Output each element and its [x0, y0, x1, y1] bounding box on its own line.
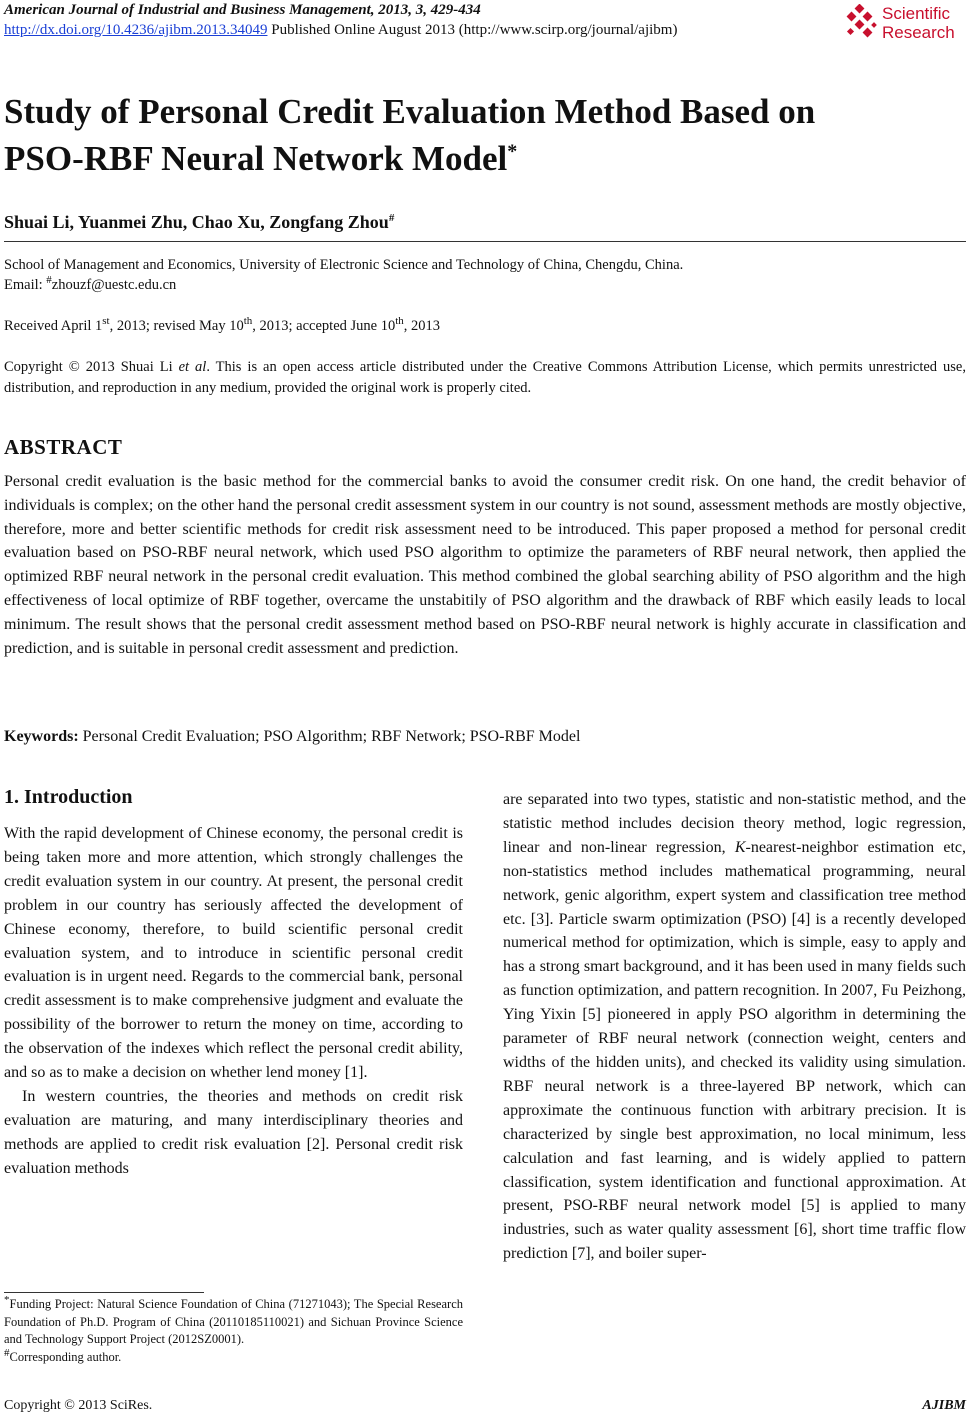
footnote-corresponding-text: Corresponding author.: [9, 1349, 122, 1364]
logo-text-line2: Research: [882, 23, 955, 42]
title-footnote-mark: *: [507, 140, 518, 163]
abstract-heading: ABSTRACT: [4, 435, 123, 459]
paper-title: [4, 88, 944, 182]
revised-date: , 2013; revised May 10: [109, 318, 244, 334]
keywords-label: Keywords:: [4, 728, 79, 745]
logo-mark-icon: [842, 4, 878, 40]
license-notice: [4, 357, 966, 399]
email-line: [4, 275, 176, 295]
license-etal: et al: [178, 359, 207, 375]
affiliation: School of Management and Economics, University of Electronic Science and Technology of China, Chengdu, China.: [4, 257, 684, 273]
footnote-funding: [4, 1293, 463, 1349]
footnote-funding-text: Funding Project: Natural Science Foundation of China (71271043); The Special Research Foundation of Ph.D. Program of China (20110185110021) and Sichuan Province Science and Technology Support Project (2012SZ0001).: [4, 1297, 463, 1346]
right-column: [503, 788, 966, 1266]
footer-copyright: Copyright © 2013 SciRes.: [4, 1398, 153, 1413]
license-prefix: Copyright © 2013 Shuai Li: [4, 359, 179, 375]
section-heading-introduction: 1. Introduction: [4, 786, 133, 808]
published-online-text: Published Online August 2013 (http://www.scirp.org/journal/ajibm): [271, 22, 678, 38]
accepted-ordinal: th: [395, 315, 404, 328]
intro-text-part-a: are separated into two types, statistic and non-statistic method, and the statistic method includes decision theory method, logic regression, linear and non-linear regression,: [503, 791, 966, 856]
intro-text-part-b: -nearest-neighbor estimation etc, non-statistics method includes mathematical programming, neural network, genic algorithm, expert system and classification tree method etc. [3]. Particle swarm optimization (PSO) [4] is a recently developed numerical method for optimization, which is simple, easy to apply and has a strong smart background, and it has been used in many fields such as function optimization, and pattern recognition. In 2007, Fu Peizhong, Ying Yixin [5] pioneered in apply PSO algorithm in determining the parameter of RBF neural network (connection weight, centers and widths of the hidden units), and checked its validity using simulation. RBF neural network is a three-layered BP network, which can approximate the continuous function with arbitrary precision. It is characterized by single best approximation, no local minimum, less calculation and fast learning, and is widely applied to pattern classification, system identification and functional approximation. At present, PSO-RBF neural network model [5] is applied to many industries, such as water quality assessment [6], short time traffic flow prediction [7], and boiler super-: [503, 838, 967, 1263]
email-label: Email:: [4, 277, 47, 293]
revised-ordinal: th: [243, 315, 253, 328]
footnote-corresponding: [4, 1346, 463, 1367]
accepted-date: , 2013; accepted June 10: [252, 318, 396, 334]
title-line-2: PSO-RBF Neural Network Model: [4, 139, 508, 178]
license-text: . This is an open access article distributed under the Creative Commons Attribution License, which permits unrestricted use, distribution, and reproduction in any medium, provided the original work is properly cited.: [4, 359, 966, 396]
footnotes: [4, 1293, 463, 1366]
keywords-text: Personal Credit Evaluation; PSO Algorithm; RBF Network; PSO-RBF Model: [78, 728, 581, 745]
intro-paragraph-1: With the rapid development of Chinese economy, the personal credit is being taken more and more attention, which strongly challenges the credit evaluation system in our country. At present, the personal credit problem in our country has seriously affected the development of Chinese economy, therefore, to build scientific personal credit evaluation system, and to introduce in scientific personal credit evaluation is in urgent need. Regards to the commercial bank, personal credit assessment is to make comprehensive judgment and evaluate the possibility of the borrower to return the money on time, according to the observation of the indexes which reflect the personal credit ability, and so as to make a decision on whether lend money [1].: [4, 825, 463, 1082]
footnote-corresponding-mark: #: [4, 1346, 10, 1359]
received-ordinal: st: [102, 315, 110, 328]
author-list: [4, 212, 394, 233]
doi-line: [4, 22, 677, 39]
logo-text-line1: Scientific: [882, 4, 951, 23]
doi-link[interactable]: http://dx.doi.org/10.4236/ajibm.2013.34049: [4, 22, 268, 38]
keywords: [4, 728, 580, 746]
title-line-1: Study of Personal Credit Evaluation Method Based on: [4, 92, 816, 131]
footnote-divider: [4, 1292, 204, 1293]
intro-paragraph-2: In western countries, the theories and methods on credit risk evaluation are maturing, and many interdisciplinary theories and methods are applied to credit risk evaluation [2]. Personal credit risk evaluation methods: [4, 1087, 463, 1177]
footnote-funding-mark: *: [4, 1293, 10, 1306]
author-footnote-mark: #: [388, 212, 395, 224]
article-dates: [4, 316, 440, 336]
abstract-body: Personal credit evaluation is the basic method for the commercial banks to avoid the consumer credit risk. On one hand, the credit behavior of individuals is complex; on the other hand the personal credit assessment system in our country is not sound, assessment methods are mostly objective, therefore, more and better scientific methods for credit risk assessment need to be introduced. This paper proposed a method for personal credit evaluation based on PSO-RBF neural network, which used PSO algorithm to optimize the parameters of RBF neural network, then applied the optimized RBF neural network in the personal credit evaluation. This method combined the global searching ability of PSO algorithm and the high effectiveness of local optimize of RBF together, overcame the unstabitily of PSO algorithm and the drawback of RBF which easily leads to local minimum. The result shows that the personal credit assessment method based on PSO-RBF neural network is highly accurate in classification and prediction, and is suitable in personal credit assessment and prediction.: [4, 473, 966, 657]
intro-paragraph-2-continued: [503, 788, 966, 1266]
author-divider: [4, 241, 966, 242]
email-address[interactable]: zhouzf@uestc.edu.cn: [51, 277, 177, 293]
left-column: [4, 822, 463, 1181]
accepted-year: , 2013: [403, 318, 441, 334]
intro-k-italic: K: [734, 838, 746, 856]
received-date: Received April 1: [4, 318, 103, 334]
author-names: Shuai Li, Yuanmei Zhu, Chao Xu, Zongfang Zhou: [4, 212, 389, 232]
journal-citation: American Journal of Industrial and Business Management, 2013, 3, 429-434: [4, 2, 481, 18]
logo-text: [882, 4, 955, 42]
email-mark: #: [46, 274, 52, 287]
scientific-research-logo: [842, 4, 964, 42]
footer-journal-abbrev: AJIBM: [922, 1398, 966, 1413]
